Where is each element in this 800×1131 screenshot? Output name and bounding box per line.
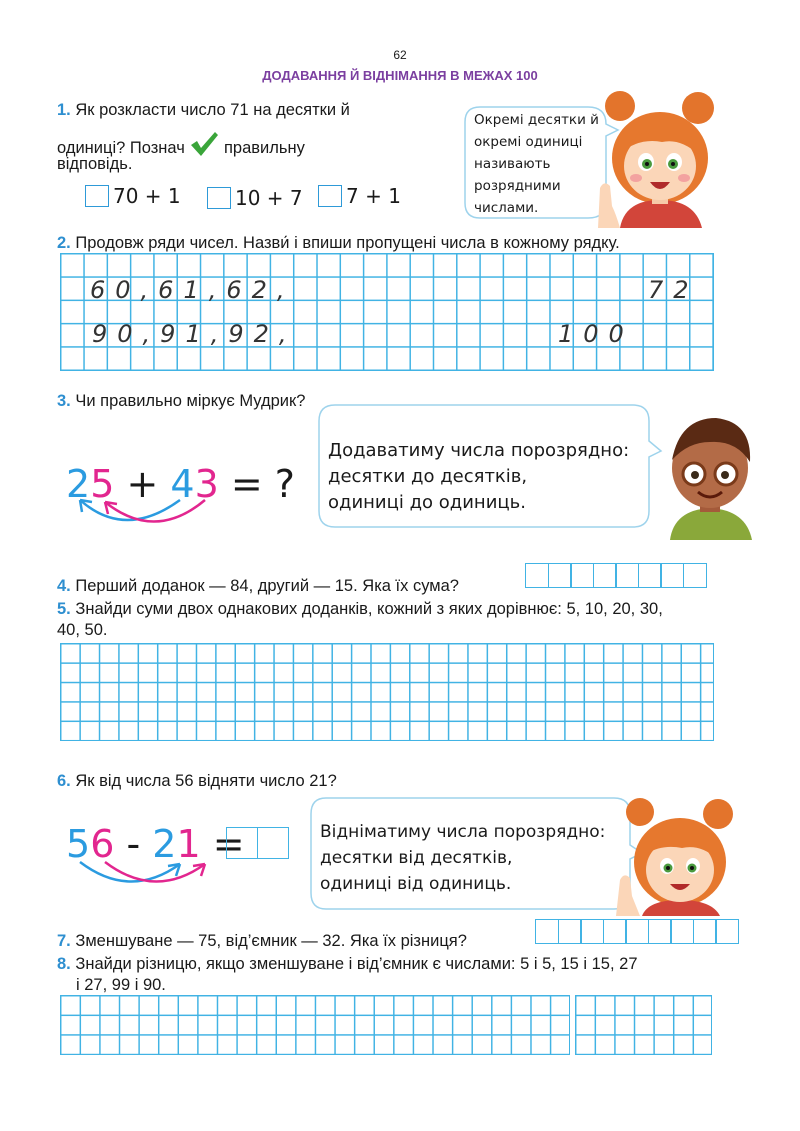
task3-number: 3. xyxy=(57,392,71,410)
boy-mudryk-illustration xyxy=(660,412,760,540)
bubble-text xyxy=(320,819,605,897)
tens-digit: 5 xyxy=(66,822,91,866)
bubble-line: розрядними xyxy=(474,178,561,194)
task4-line xyxy=(57,576,459,597)
digit-arrows-icon xyxy=(70,852,220,897)
row2-end-number: 100 xyxy=(558,320,634,348)
answer-cell[interactable] xyxy=(570,563,594,588)
answer-cell[interactable] xyxy=(548,563,572,588)
task6-header xyxy=(57,771,337,792)
bubble-text xyxy=(328,438,629,516)
option-7-plus-1[interactable] xyxy=(318,184,401,208)
bubble-line: Відніматиму числа порозрядно: xyxy=(320,822,606,842)
bubble-line: одиниці до одиниць. xyxy=(328,492,526,513)
ones-digit: 6 xyxy=(90,822,115,866)
task5-line2: 40, 50. xyxy=(57,621,108,639)
answer-cell[interactable] xyxy=(558,919,582,944)
task1-line3: відповідь. xyxy=(57,155,133,173)
tens-digit: 4 xyxy=(170,462,195,506)
ones-digit: 1 xyxy=(176,822,201,866)
digit-arrows-icon xyxy=(70,490,220,535)
plus-sign: + xyxy=(126,462,159,506)
minus-sign: - xyxy=(126,822,141,866)
task8-question: Знайди різницю, якщо зменшуване і від’ємник є числами: 5 і 5, 15 і 15, 27 xyxy=(75,955,638,973)
task8-line2: і 27, 99 і 90. xyxy=(76,976,166,994)
task1-text-part: правильну xyxy=(224,139,305,157)
answer-cell[interactable] xyxy=(226,827,258,859)
task1-text-part: одиниці? Познач xyxy=(57,139,185,157)
checkmark-icon xyxy=(189,131,219,157)
task4-question: Перший доданок — 84, другий — 15. Яка їх сума? xyxy=(75,577,459,595)
task8-number: 8. xyxy=(57,955,71,973)
bubble-line: окремі одиниці xyxy=(474,134,583,150)
task7-line xyxy=(57,931,467,952)
task8-answer-grid-right[interactable] xyxy=(575,995,712,1055)
answer-cell[interactable] xyxy=(693,919,717,944)
task4-answer-boxes[interactable] xyxy=(525,563,707,588)
ones-digit: 5 xyxy=(90,462,115,506)
answer-cell[interactable] xyxy=(660,563,684,588)
answer-cell[interactable] xyxy=(535,919,559,944)
task3-header xyxy=(57,391,305,412)
answer-cell[interactable] xyxy=(638,563,662,588)
task1-number: 1. xyxy=(57,101,71,119)
row2-start-numbers: 90,91,92, xyxy=(92,320,297,348)
equals-question: = ? xyxy=(230,462,295,506)
bubble-line: Окремі десятки й xyxy=(474,112,599,128)
option-10-plus-7[interactable] xyxy=(207,186,303,210)
bubble-line: десятки до десятків, xyxy=(328,466,528,487)
option-label: 7 + 1 xyxy=(346,184,401,208)
option-label: 70 + 1 xyxy=(113,184,181,208)
number-row-grid[interactable] xyxy=(60,253,714,371)
bubble-line: Додаватиму числа порозрядно: xyxy=(328,440,630,461)
task5-number: 5. xyxy=(57,600,71,618)
answer-cell[interactable] xyxy=(715,919,739,944)
task1-line1 xyxy=(57,100,350,121)
tens-digit: 2 xyxy=(66,462,91,506)
equals-sign: = xyxy=(212,822,245,866)
option-label: 10 + 7 xyxy=(235,186,303,210)
answer-cell[interactable] xyxy=(603,919,627,944)
option-checkbox[interactable] xyxy=(207,187,231,209)
option-checkbox[interactable] xyxy=(85,185,109,207)
girl-character-illustration xyxy=(590,88,725,230)
row1-start-numbers: 60,61,62, xyxy=(90,276,295,304)
task7-number: 7. xyxy=(57,932,71,950)
task1-question: Як розкласти число 71 на десятки й xyxy=(75,101,350,119)
task2-question: Продовж ряди чисел. Назви́ і впиши пропущені числа в кожному рядку. xyxy=(75,234,620,252)
answer-cell[interactable] xyxy=(593,563,617,588)
bubble-line: десятки від десятків, xyxy=(320,848,513,868)
task3-question: Чи правильно міркує Мудрик? xyxy=(75,392,306,410)
answer-cell[interactable] xyxy=(525,563,549,588)
girl-character-illustration xyxy=(612,796,747,916)
option-70-plus-1[interactable] xyxy=(85,184,181,208)
task4-number: 4. xyxy=(57,577,71,595)
page-title: ДОДАВАННЯ Й ВІДНІМАННЯ В МЕЖАХ 100 xyxy=(262,68,538,83)
task8-line1 xyxy=(57,954,638,975)
task5-answer-grid[interactable] xyxy=(60,643,714,741)
answer-cell[interactable] xyxy=(683,563,707,588)
page-number: 62 xyxy=(393,48,407,62)
tens-digit: 2 xyxy=(152,822,177,866)
answer-cell[interactable] xyxy=(257,827,289,859)
bubble-line: одиниці від одиниць. xyxy=(320,874,512,894)
option-checkbox[interactable] xyxy=(318,185,342,207)
task6-answer-boxes[interactable] xyxy=(226,827,289,859)
task7-question: Зменшуване — 75, від’ємник — 32. Яка їх різниця? xyxy=(75,932,467,950)
ones-digit: 3 xyxy=(194,462,219,506)
task5-question: Знайди суми двох однакових доданків, кожний з яких дорівнює: 5, 10, 20, 30, xyxy=(75,600,663,618)
task2-header xyxy=(57,233,620,254)
answer-cell[interactable] xyxy=(580,919,604,944)
task5-line1 xyxy=(57,599,663,620)
answer-cell[interactable] xyxy=(648,919,672,944)
task2-number: 2. xyxy=(57,234,71,252)
task6-question: Як від числа 56 відняти число 21? xyxy=(75,772,337,790)
row1-end-number: 72 xyxy=(648,276,699,304)
task8-answer-grid-left[interactable] xyxy=(60,995,570,1055)
bubble-line: називають xyxy=(474,156,551,172)
answer-cell[interactable] xyxy=(615,563,639,588)
bubble-text xyxy=(474,109,599,219)
answer-cell[interactable] xyxy=(670,919,694,944)
bubble-line: числами. xyxy=(474,200,539,216)
answer-cell[interactable] xyxy=(625,919,649,944)
task7-answer-boxes[interactable] xyxy=(535,919,739,944)
task6-number: 6. xyxy=(57,772,71,790)
